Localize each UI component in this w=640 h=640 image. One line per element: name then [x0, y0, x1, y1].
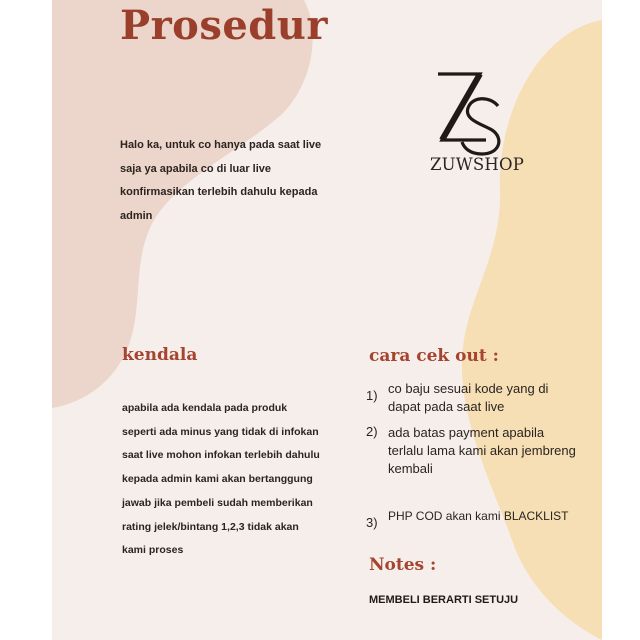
step-number: 3) [366, 515, 378, 530]
step-text: co baju sesuai kode yang di dapat pada saat live [388, 381, 549, 414]
step-number: 1) [366, 388, 378, 403]
step-text: ada batas payment apabila terlalu lama kami akan jembreng kembali [388, 425, 576, 476]
notes-heading: Notes : [369, 555, 437, 575]
intro-text: Halo ka, untuk co hanya pada saat live saja ya apabila co di luar live konfirmasikan terlebih dahulu kepada admin [120, 139, 322, 222]
checkout-heading: cara cek out : [369, 346, 499, 366]
poster [52, 0, 602, 640]
zs-monogram-logo [420, 66, 510, 156]
checkout-step [366, 380, 581, 424]
kendala-heading: kendala [122, 345, 198, 365]
brand-name: ZUWSHOP [430, 155, 525, 174]
checkout-steps [366, 380, 581, 530]
notes-text: MEMBELI BERARTI SETUJU [369, 594, 519, 606]
kendala-text: apabila ada kendala pada produk seperti ada minus yang tidak di infokan saat live mohon infokan terlebih dahulu kepada admin kami akan bertanggung jawab jika pembeli sudah memberikan rating jelek/bintang 1,2,3 tidak akan kami proses [122, 402, 320, 557]
page-title: Prosedur [120, 2, 328, 49]
checkout-step [366, 507, 581, 530]
checkout-step [366, 424, 581, 507]
step-text: PHP COD akan kami BLACKLIST [388, 509, 569, 523]
step-number: 2) [366, 424, 378, 439]
